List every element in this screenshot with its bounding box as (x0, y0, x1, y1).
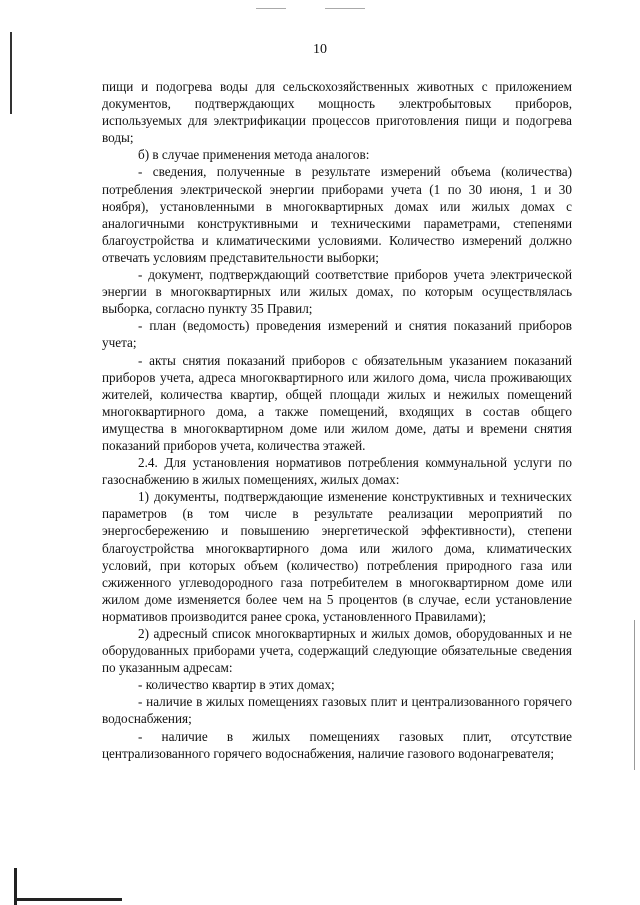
paragraph: 2.4. Для установления нормативов потребления коммунальной услуги по газоснабжению в жилых помещениях, жилых домах: (102, 455, 572, 488)
body-text (102, 78, 572, 762)
paragraph: - количество квартир в этих домах; (138, 677, 335, 693)
paragraph: - документ, подтверждающий соответствие приборов учета электрической энергии в многоквартирных или жилых домах, по которым осуществлялась выборка, согласно пункту 35 Правил; (102, 267, 572, 317)
paragraph: б) в случае применения метода аналогов: (138, 147, 370, 163)
paragraph: 2) адресный список многоквартирных и жилых домов, оборудованных и не оборудованных приборами учета, содержащий следующие обязательные сведения по указанным адресам: (102, 626, 572, 676)
scan-edge-mark (634, 620, 635, 770)
scan-noise-mark (325, 8, 365, 9)
paragraph: пищи и подогрева воды для сельскохозяйственных животных с приложением документов, подтверждающих мощность электробытовых приборов, используемых для электрификации процессов приготовления пищи и подогрева воды; (102, 79, 572, 146)
page-number: 10 (313, 42, 327, 57)
paragraph: - наличие в жилых помещениях газовых плит и централизованного горячего водоснабжения; (102, 694, 572, 727)
scan-noise-mark (256, 8, 286, 9)
scan-corner-mark (14, 898, 122, 901)
paragraph: - сведения, полученные в результате измерений объема (количества) потребления электрической энергии приборами учета (1 по 30 июня, 1 и 30 ноября), установленными в многоквартирных домах или жилых домах с аналогичными конструктивными и техническими параметрами, степенями благоустройства и климатическими условиями. Количество измерений должно отвечать условиям представительности выборки; (102, 164, 572, 265)
paragraph: - наличие в жилых помещениях газовых плит, отсутствие централизованного горячего водоснабжения, наличие газового водонагревателя; (102, 728, 572, 761)
paragraph: - акты снятия показаний приборов с обязательным указанием показаний приборов учета, адреса многоквартирного или жилого дома, числа проживающих жителей, количества квартир, общей площади жилых и нежилых помещений многоквартирного дома, а также помещений, входящих в состав общего имущества в многоквартирном доме или жилом доме, даты и времени снятия показаний приборов учета, количества этажей. (102, 352, 572, 453)
paragraph: - план (ведомость) проведения измерений и снятия показаний приборов учета; (102, 318, 572, 351)
paragraph: 1) документы, подтверждающие изменение конструктивных и технических параметров (в том числе в результате реализации мероприятий по энергосбережению и повышению энергетической эффективности), степени благоустройства многоквартирного дома или жилого дома, климатических условий, при которых объем (количество) потребления природного газа или сжиженного углеводородного газа потребителем в многоквартирном доме или жилом доме изменяется более чем на 5 процентов (в случае, если установление нормативов производится ранее срока, установленного Правилами); (102, 489, 572, 624)
